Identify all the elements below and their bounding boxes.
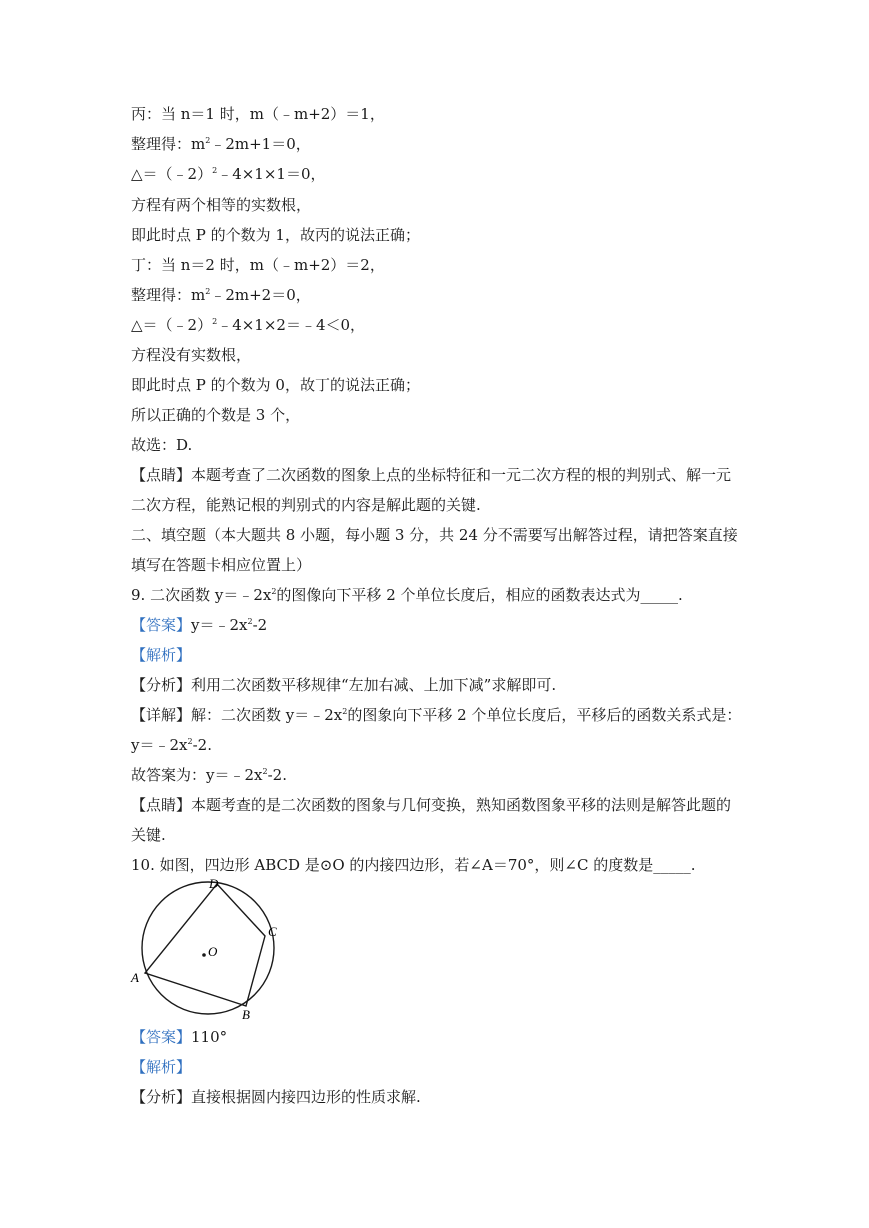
answer-line: 【答案】110° [131, 1028, 228, 1046]
text-line: 【点睛】本题考查的是二次函数的图象与几何变换，熟知函数图象平移的法则是解答此题的 [131, 796, 732, 814]
text-line: 方程有两个相等的实数根， [131, 196, 312, 214]
text-line: 整理得：$m^2﹣2m+2=0$， [131, 286, 311, 304]
text-line: 即此时点 P 的个数为 0，故丁的说法正确； [131, 376, 420, 394]
text-line: 所以正确的个数是 3 个， [131, 406, 301, 424]
text-line: 【分析】直接根据圆内接四边形的性质求解. [131, 1088, 421, 1106]
text-line: 丙：当 n＝1 时，m（﹣m+2）＝1， [131, 105, 385, 123]
text-line: 关键. [131, 826, 166, 844]
label-a: A [131, 970, 139, 985]
analysis-label: 【解析】 [131, 1058, 192, 1076]
text-line: 整理得：$m^2﹣2m+1=0$， [131, 135, 311, 153]
label-d: D [209, 876, 219, 891]
text-line: 故答案为：$y=﹣2x^2-2$. [131, 766, 287, 784]
center-point [202, 953, 206, 957]
label-c: C [268, 924, 277, 939]
circle-quadrilateral-figure [128, 872, 288, 1028]
text-line: 方程没有实数根， [131, 346, 252, 364]
text-line: △＝（﹣2）$^2$﹣4×1×2＝﹣4＜0， [131, 316, 366, 334]
text-line: $y=﹣2x^2-2$. [131, 736, 212, 754]
text-line: △＝（﹣2）$^2$﹣4×1×1＝0， [131, 165, 326, 183]
text-line: 即此时点 P 的个数为 1，故丙的说法正确； [131, 226, 420, 244]
quadrilateral-abcd [145, 884, 265, 1006]
text-line: 【分析】利用二次函数平移规律“左加右减、上加下减”求解即可. [131, 676, 557, 694]
analysis-label: 【解析】 [131, 646, 192, 664]
label-o: O [208, 944, 218, 959]
question-10: 10. 如图，四边形 ABCD 是⊙O 的内接四边形，若∠A＝70°，则∠C 的度数是_____. [131, 856, 696, 874]
question-9: 9. 二次函数 $y=﹣2x^2$的图像向下平移 2 个单位长度后，相应的函数表达式为_____. [131, 586, 683, 604]
section-heading: 二、填空题（本大题共 8 小题，每小题 3 分，共 24 分不需要写出解答过程，请把答案直接 [131, 526, 738, 544]
text-line: 故选：D. [131, 436, 193, 454]
text-line: 丁：当 n＝2 时，m（﹣m+2）＝2， [131, 256, 385, 274]
text-line: 【点睛】本题考查了二次函数的图象上点的坐标特征和一元二次方程的根的判别式、解一元 [131, 466, 732, 484]
answer-line: 【答案】$y=﹣2x^2-2$ [131, 616, 268, 634]
text-line: 【详解】解：二次函数 $y=﹣2x^2$的图象向下平移 2 个单位长度后，平移后的函数关系式是： [131, 706, 742, 724]
label-b: B [242, 1007, 250, 1022]
text-line: 二次方程，能熟记根的判别式的内容是解此题的关键. [131, 496, 481, 514]
text-line: 填写在答题卡相应位置上） [131, 556, 312, 574]
